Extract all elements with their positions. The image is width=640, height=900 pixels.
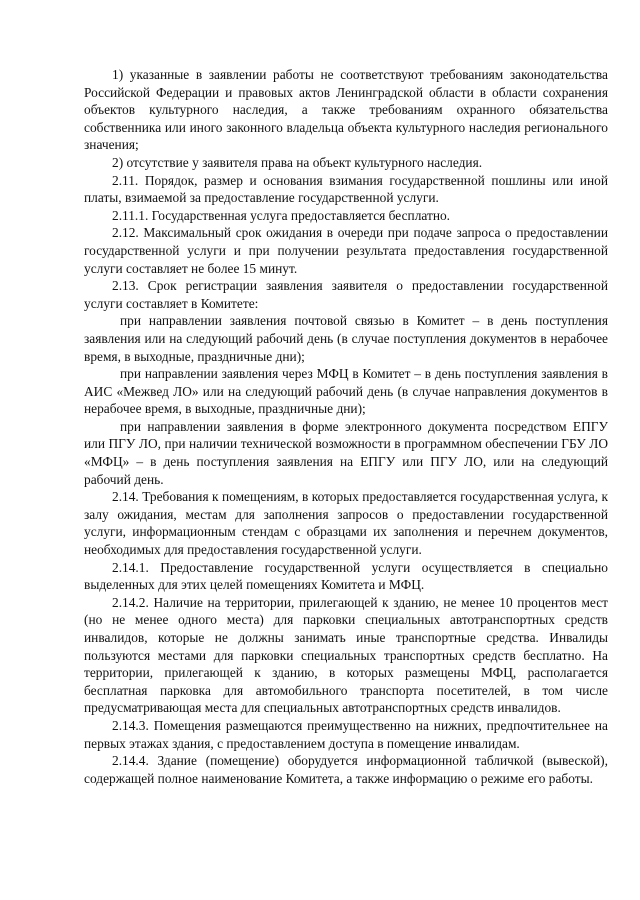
paragraph-2-14-3: 2.14.3. Помещения размещаются преимущественно на нижних, предпочтительнее на первых этажах здания, с предоставлением доступа в помещение инвалидам. bbox=[84, 717, 608, 751]
paragraph-2-14-1: 2.14.1. Предоставление государственной услуги осуществляется в специально выделенных для этих целей помещениях Комитета и МФЦ. bbox=[84, 559, 608, 593]
paragraph-2-11: 2.11. Порядок, размер и основания взимания государственной пошлины или иной платы, взимаемой за предоставление государственной услуги. bbox=[84, 172, 608, 206]
paragraph-2-13: 2.13. Срок регистрации заявления заявителя о предоставлении государственной услуги составляет в Комитете: bbox=[84, 278, 608, 311]
paragraph-item-2: 2) отсутствие у заявителя права на объект культурного наследия. bbox=[112, 154, 483, 170]
paragraph-2-13-mfc: при направлении заявления через МФЦ в Комитет – в день поступления заявления в АИС «Межвед ЛО» или на следующий рабочий день (в случае направления документов в нерабочее время, в выходные, праздничные дни); bbox=[84, 366, 608, 417]
paragraph-item-1: 1) указанные в заявлении работы не соответствуют требованиям законодательства Российской Федерации и правовых актов Ленинградской области в области сохранения объектов культурного наследия, а также требованиям охранного обязательства собственника или иного законного владельца объекта культурного наследия регионального значения; bbox=[84, 67, 608, 153]
paragraph-2-11-1: 2.11.1. Государственная услуга предоставляется бесплатно. bbox=[112, 207, 451, 223]
paragraph-2-14-4: 2.14.4. Здание (помещение) оборудуется информационной табличкой (вывеской), содержащей полное наименование Комитета, а также информацию о режиме его работы. bbox=[84, 753, 608, 786]
paragraph-2-12: 2.12. Максимальный срок ожидания в очереди при подаче запроса о предоставлении государственной услуги и при получении результата предоставления государственной услуги составляет не более 15 минут. bbox=[84, 225, 608, 276]
paragraph-2-13-electronic: при направлении заявления в форме электронного документа посредством ЕПГУ или ПГУ ЛО, при наличии технической возможности в программном обеспечении ГБУ ЛО «МФЦ» – в день поступления заявления на ЕПГУ или ПГУ ЛО, или на следующий рабочий день. bbox=[84, 418, 608, 487]
paragraph-2-13-mail: при направлении заявления почтовой связью в Комитет – в день поступления заявления или на следующий рабочий день (в случае поступления документов в нерабочее время, в выходные, праздничные дни); bbox=[84, 313, 608, 364]
paragraph-2-14: 2.14. Требования к помещениям, в которых предоставляется государственная услуга, к залу ожидания, местам для заполнения запросов о предоставлении государственной услуги, информационным стендам с образцами их заполнения и перечнем документов, необходимых для предоставления государственной услуги. bbox=[84, 489, 608, 558]
document-page bbox=[84, 66, 608, 787]
paragraph-2-14-2: 2.14.2. Наличие на территории, прилегающей к зданию, не менее 10 процентов мест (но не менее одного места) для парковки специальных автотранспортных средств инвалидов, которые не должны занимать иные транспортные средства. Инвалиды пользуются местами для парковки специальных транспортных средств бесплатно. На территории, прилегающей к зданию, в которых размещены МФЦ, располагается бесплатная парковка для автомобильного транспорта посетителей, в том числе предусматривающая места для специальных автотранспортных средств инвалидов. bbox=[84, 594, 608, 716]
